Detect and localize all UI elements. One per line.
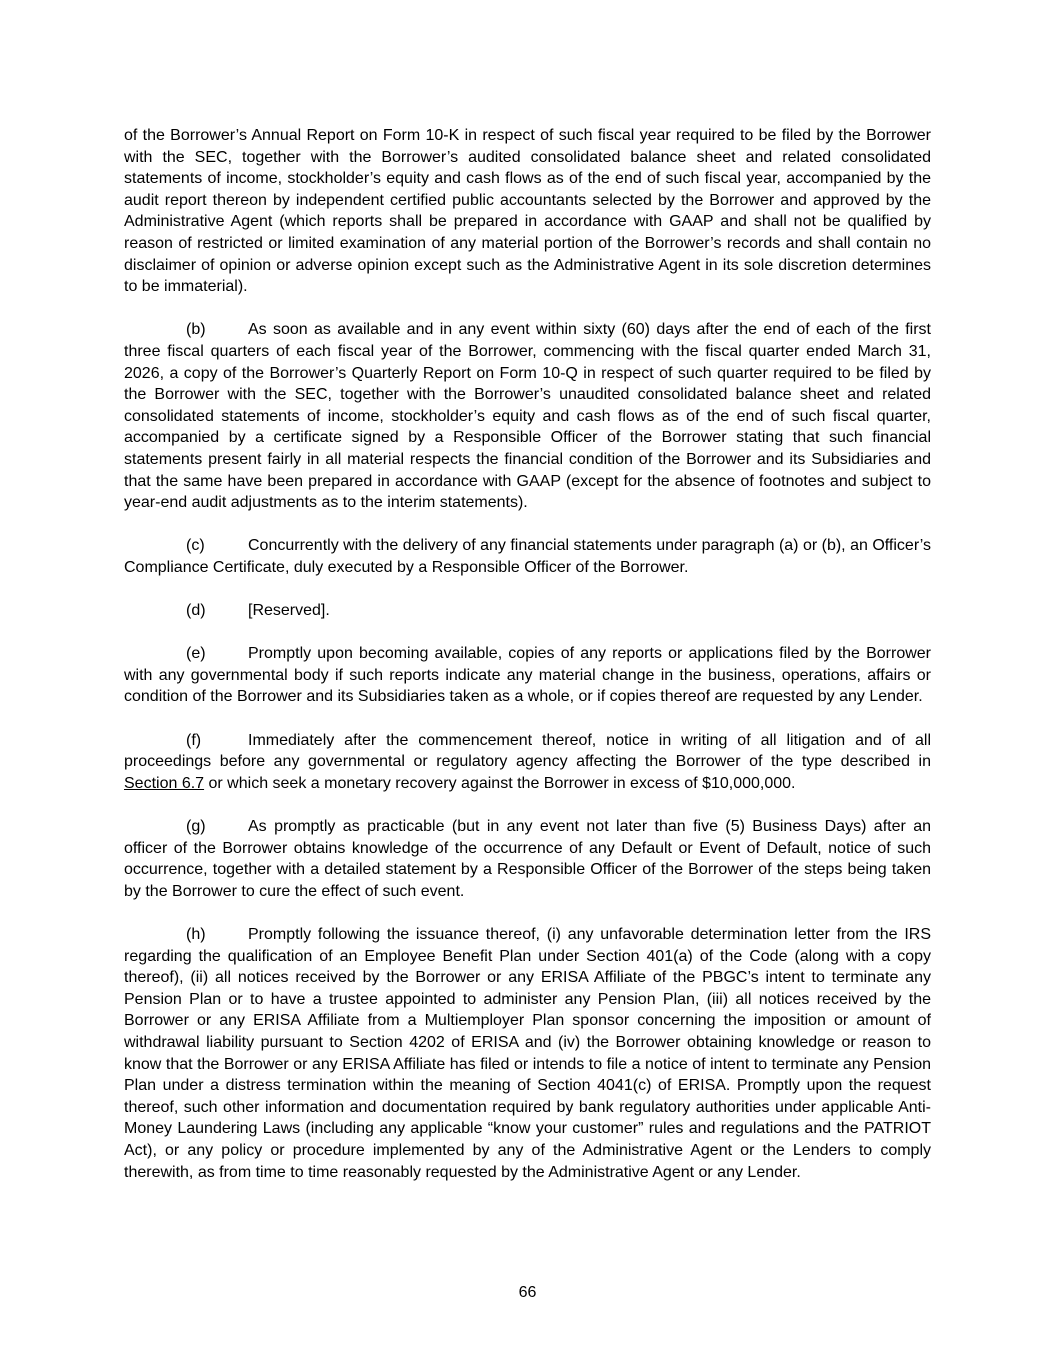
page-body xyxy=(124,125,931,1205)
paragraph-h-text: Promptly following the issuance thereof, (i) any unfavorable determination letter from the IRS regarding the qualification of an Employee Benefit Plan under Section 401(a) of the Code (along with a copy thereof), (ii) all notices received by the Borrower or any ERISA Affiliate of the PBGC’s intent to terminate any Pension Plan or to have a trustee appointed to administer any Pension Plan, (iii) all notices received by the Borrower or any ERISA Affiliate from a Multiemployer Plan sponsor concerning the imposition or amount of withdrawal liability pursuant to Section 4202 of ERISA and (iv) the Borrower obtaining knowledge or reason to know that the Borrower or any ERISA Affiliate has filed or intends to file a notice of intent to terminate any Pension Plan under a distress termination within the meaning of Section 4041(c) of ERISA. Promptly upon the request thereof, such other information and documentation required by bank regulatory authorities under applicable Anti-Money Laundering Laws (including any applicable “know your customer” rules and regulations and the PATRIOT Act), or any policy or procedure implemented by any of the Administrative Agent or the Lenders to comply therewith, as from time to time reasonably requested by the Administrative Agent or any Lender. xyxy=(124,925,931,1181)
section-reference-link: Section 6.7 xyxy=(124,774,205,792)
paragraph-f-label: (f) xyxy=(186,731,202,749)
paragraph-h-label: (h) xyxy=(186,925,206,943)
paragraph-b-text: As soon as available and in any event within sixty (60) days after the end of each of the first three fiscal quarters of each fiscal year of the Borrower, commencing with the fiscal quarter ended March 31, 2026, a copy of the Borrower’s Quarterly Report on Form 10-Q in respect of such quarter required to be filed by the Borrower with the SEC, together with the Borrower’s unaudited consolidated balance sheet and related consolidated statements of income, stockholder’s equity and cash flows as of the end of such fiscal quarter, accompanied by a certificate signed by a Responsible Officer of the Borrower stating that such financial statements present fairly in all material respects the financial condition of the Borrower and its Subsidiaries and that the same have been prepared in accordance with GAAP (except for the absence of footnotes and subject to year-end audit adjustments as to the interim statements). xyxy=(124,321,931,512)
paragraph-g-label: (g) xyxy=(186,818,206,835)
paragraph-intro xyxy=(124,125,931,298)
paragraph-g xyxy=(124,816,931,902)
paragraph-e-label: (e) xyxy=(186,645,206,663)
paragraph-d xyxy=(124,600,931,622)
paragraph-c-text: Concurrently with the delivery of any financial statements under paragraph (a) or (b), an Officer’s Compliance Certificate, duly executed by a Responsible Officer of the Borrower. xyxy=(124,537,931,576)
paragraph-e-text: Promptly upon becoming available, copies of any reports or applications filed by the Borrower with any governmental body if such reports indicate any material change in the business, operations, affairs or condition of the Borrower and its Subsidiaries taken as a whole, or if copies thereof are requested by any Lender. xyxy=(124,645,931,706)
paragraph-intro-text: of the Borrower’s Annual Report on Form 10-K in respect of such fiscal year required to be filed by the Borrower with the SEC, together with the Borrower’s audited consolidated balance sheet and related consolidated statements of income, stockholder’s equity and cash flows as of the end of such fiscal year, accompanied by the audit report thereon by independent certified public accountants selected by the Borrower and approved by the Administrative Agent (which reports shall be prepared in accordance with GAAP and shall not be qualified by reason of restricted or limited examination of any material portion of the Borrower’s records and shall contain no disclaimer of opinion or adverse opinion except such as the Administrative Agent in its sole discretion determines to be immaterial). xyxy=(124,127,931,296)
paragraph-f-text-after: or which seek a monetary recovery against the Borrower in excess of $10,000,000. xyxy=(204,774,796,792)
paragraph-g-text: As promptly as practicable (but in any event not later than five (5) Business Days) after an officer of the Borrower obtains knowledge of the occurrence of any Default or Event of Default, notice of such occurrence, together with a detailed statement by a Responsible Officer of the Borrower of the steps being taken by the Borrower to cure the effect of such event. xyxy=(124,818,931,900)
paragraph-c-label: (c) xyxy=(186,537,205,555)
paragraph-d-label: (d) xyxy=(186,602,206,620)
paragraph-e xyxy=(124,643,931,708)
paragraph-b-label: (b) xyxy=(186,321,206,339)
paragraph-f xyxy=(124,730,931,795)
paragraph-h xyxy=(124,924,931,1183)
paragraph-d-text: [Reserved]. xyxy=(248,602,330,620)
paragraph-c xyxy=(124,535,931,578)
page-number: 66 xyxy=(518,1284,537,1301)
paragraph-b xyxy=(124,319,931,513)
paragraph-f-text-before: Immediately after the commencement thereof, notice in writing of all litigation and of all proceedings before any governmental or regulatory agency affecting the Borrower of the type described in xyxy=(124,731,931,771)
